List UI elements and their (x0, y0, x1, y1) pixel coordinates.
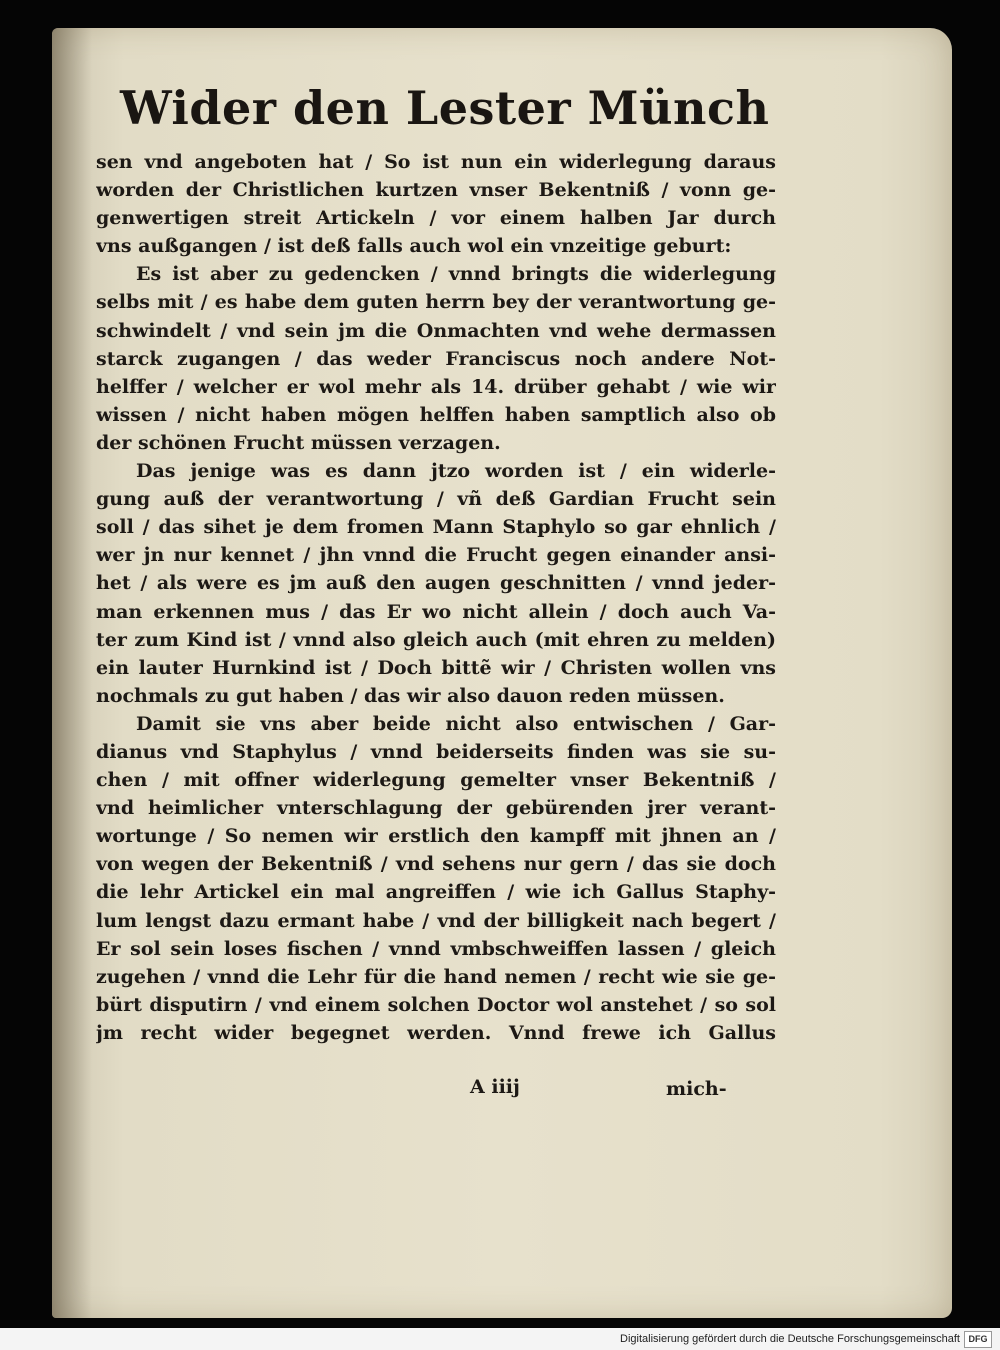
text-line: het / als were es jm auß den augen geschnitten / vnnd jeder- (96, 572, 776, 595)
text-line: sen vnd angeboten hat / So ist nun ein widerlegung daraus (96, 151, 776, 173)
text-line: man erkennen mus / das Er wo nicht allein / doch auch Va- (96, 600, 776, 623)
text-line: Es ist aber zu gedencken / vnnd bringts die widerlegung (136, 263, 776, 286)
text-line: genwertigen streit Artickeln / vor einem halben Jar durch (96, 207, 776, 230)
text-line: gung auß der verantwortung / vñ deß Gardian Frucht sein (96, 488, 776, 511)
text-line: starck zugangen / das weder Franciscus noch andere Not- (96, 347, 776, 370)
text-line: chen / mit offner widerlegung gemelter vnser Bekentniß / (96, 769, 776, 792)
text-line: wissen / nicht haben mögen helffen haben samptlich also ob (96, 403, 776, 426)
text-line: soll / das sihet je dem fromen Mann Staphylo so gar ehnlich / (96, 516, 776, 539)
text-line: von wegen der Bekentniß / vnd sehens nur gern / das sie doch (96, 853, 776, 876)
text-line: jm recht wider begegnet werden. Vnnd frewe ich Gallus (96, 1021, 776, 1044)
text-line: Er sol sein loses fischen / vnnd vmbschweiffen lassen / gleich (96, 937, 776, 960)
text-line: nochmals zu gut haben / das wir also dauon reden müssen. (96, 684, 725, 707)
page-title: Wider den Lester Münch (120, 81, 770, 135)
text-line: bürt disputirn / vnd einem solchen Doctor wol anstehet / so sol (96, 993, 776, 1016)
body-text (96, 148, 776, 1047)
text-line: vns außgangen / ist deß falls auch wol ein vnzeitige geburt: (96, 235, 732, 258)
text-line: wortunge / So nemen wir erstlich den kampff mit jhnen an / (96, 825, 776, 848)
text-line: wer jn nur kennet / jhn vnnd die Frucht gegen einander ansi- (96, 544, 776, 567)
text-line: zugehen / vnnd die Lehr für die hand nemen / recht wie sie ge- (96, 965, 776, 988)
text-line: helffer / welcher er wol mehr als 14. drüber gehabt / wie wir (96, 375, 776, 398)
catchword: mich- (666, 1078, 727, 1100)
text-line: worden der Christlichen kurtzen vnser Bekentniß / vonn ge- (96, 179, 776, 202)
text-line: dianus vnd Staphylus / vnnd beiderseits finden was sie su- (96, 740, 776, 763)
signature-mark: A iiij (470, 1076, 520, 1098)
text-line: ein lauter Hurnkind ist / Doch bittẽ wir / Christen wollen vns (96, 656, 776, 679)
funding-notice: Digitalisierung gefördert durch die Deutsche Forschungsgemeinschaft (620, 1333, 960, 1345)
text-line: vnd heimlicher vnterschlagung der gebürenden jrer verant- (96, 797, 776, 820)
text-line: schwindelt / vnd sein jm die Onmachten vnd wehe dermassen (96, 319, 776, 342)
dfg-logo: DFG (964, 1331, 992, 1348)
text-line: lum lengst dazu ermant habe / vnd der billigkeit nach begert / (96, 909, 776, 932)
text-line: ter zum Kind ist / vnnd also gleich auch (mit ehren zu melden) (96, 628, 776, 651)
text-line: die lehr Artickel ein mal angreiffen / wie ich Gallus Staphy- (96, 881, 776, 904)
text-line: selbs mit / es habe dem guten herrn bey der verantwortung ge- (96, 291, 776, 314)
page-gutter-shadow (52, 28, 92, 1318)
text-line: Das jenige was es dann jtzo worden ist / ein widerle- (136, 460, 776, 483)
text-line: Damit sie vns aber beide nicht also entwischen / Gar- (136, 712, 776, 735)
text-line: der schönen Frucht müssen verzagen. (96, 431, 501, 454)
